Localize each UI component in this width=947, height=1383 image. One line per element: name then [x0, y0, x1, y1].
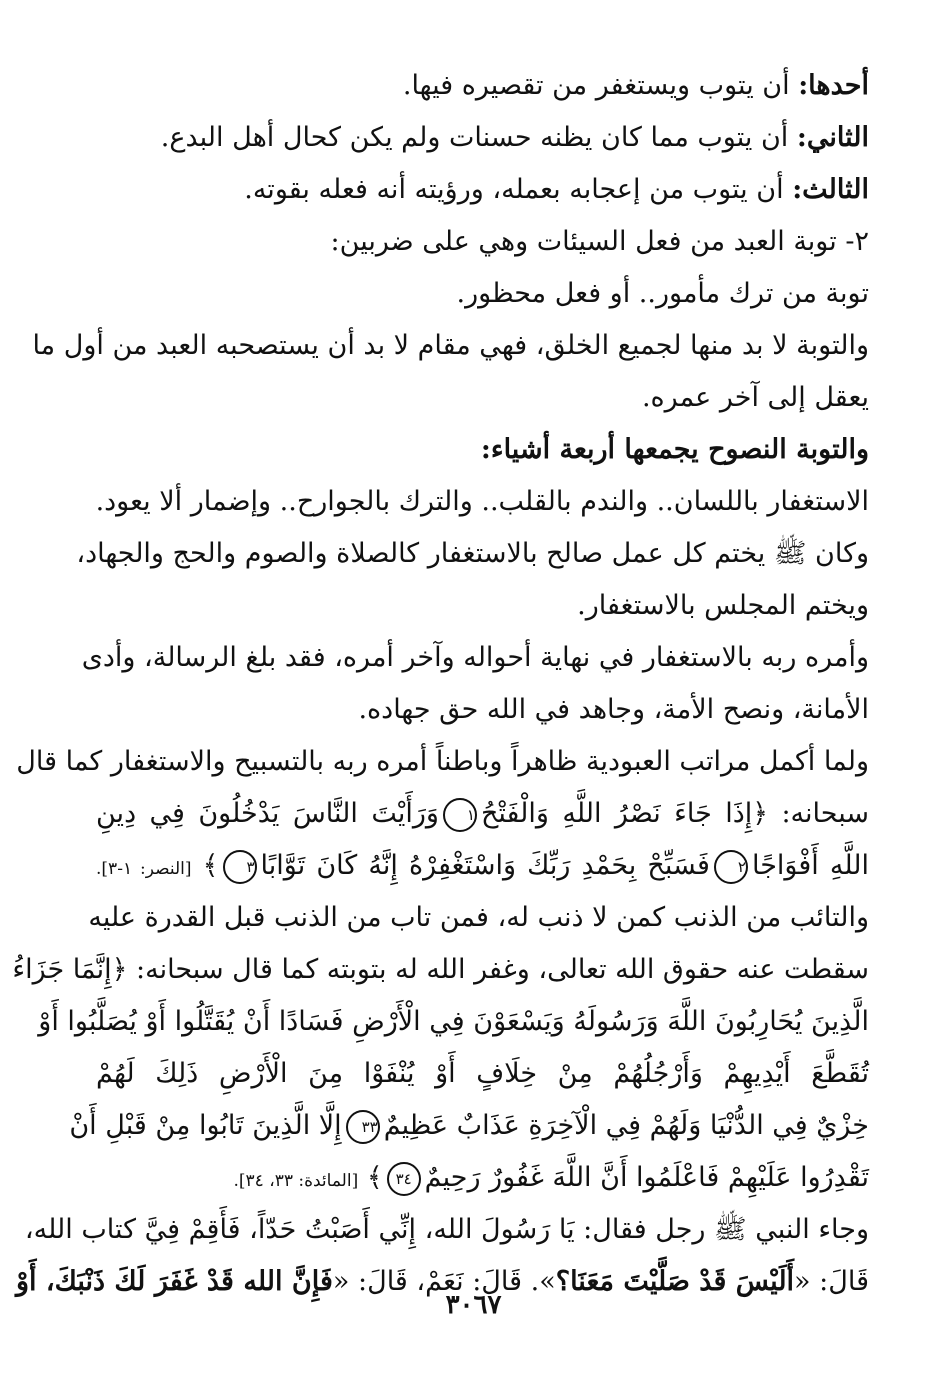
line-6: والتوبة لا بد منها لجميع الخلق، فهي مقام لا بد أن يستصحبه العبد من أول ما — [32, 330, 869, 361]
surah-reference: [المائدة: ٣٣، ٣٤]. — [233, 1171, 359, 1191]
line-22-quran: تَقْدِرُوا عَلَيْهِمْ فَاعْلَمُوا أَنَّ اللَّهَ غَفُورٌ رَحِيمٌ٣٤﴾ [المائدة: ٣٣، ٣٤]. — [96, 1152, 869, 1204]
ayah-number: ٣٣ — [346, 1110, 380, 1144]
line-14: ولما أكمل مراتب العبودية ظاهراً وباطناً أمره ربه بالتسبيح والاستغفار كما قال — [16, 746, 869, 777]
ayah-number: ٣ — [223, 850, 257, 884]
line-11: ويختم المجلس بالاستغفار. — [577, 590, 869, 621]
line-17: والتائب من الذنب كمن لا ذنب له، فمن تاب من الذنب قبل القدرة عليه — [88, 902, 869, 933]
section-heading: والتوبة النصوح يجمعها أربعة أشياء: — [480, 434, 869, 465]
line-5: توبة من ترك مأمور.. أو فعل محظور. — [456, 278, 869, 309]
line-23: وجاء النبي ﷺ رجل فقال: يَا رَسُولَ الله، إِنِّي أَصَبْتُ حَدّاً، فَأَقِمْ فِيَّ كتاب الله، — [24, 1214, 869, 1245]
line-24: قَالَ: «أَلَيْسَ قَدْ صَلَّيْتَ مَعَنَا؟». قَالَ: نَعَمْ، قَالَ: «فَإِنَّ الله قَدْ غَفَرَ لَكَ ذَنْبَكَ، أَوْ — [15, 1266, 869, 1297]
line-19-quran: الَّذِينَ يُحَارِبُونَ اللَّهَ وَرَسُولَهُ وَيَسْعَوْنَ فِي الْأَرْضِ فَسَادًا أَنْ يُقَتَّلُوا أَوْ يُصَلَّبُوا أَوْ — [38, 1006, 869, 1037]
line-9: الاستغفار باللسان.. والندم بالقلب.. والترك بالجوارح.. وإضمار ألا يعود. — [95, 486, 869, 517]
line-15-quran: سبحانه: ﴿إِذَا جَاءَ نَصْرُ اللَّهِ وَالْفَتْحُ١وَرَأَيْتَ النَّاسَ يَدْخُلُونَ فِي دِينِ — [96, 788, 869, 840]
quran-open-bracket: ﴿ — [752, 798, 769, 829]
line-1: أحدها: أن يتوب ويستغفر من تقصيره فيها. — [402, 70, 869, 101]
ayah-number: ٣٤ — [387, 1162, 421, 1196]
line-21-quran: خِزْيٌ فِي الدُّنْيَا وَلَهُمْ فِي الْآخِرَةِ عَذَابٌ عَظِيمٌ٣٣إِلَّا الَّذِينَ تَابُوا مِنْ قَبْلِ أَنْ — [96, 1100, 869, 1152]
line-20-quran: تُقَطَّعَ أَيْدِيهِمْ وَأَرْجُلُهُمْ مِنْ خِلَافٍ أَوْ يُنْفَوْا مِنَ الْأَرْضِ ذَلِكَ لَهُمْ — [96, 1058, 869, 1089]
line-12: وأمره ربه بالاستغفار في نهاية أحواله وآخر أمره، فقد بلغ الرسالة، وأدى — [81, 642, 869, 673]
ayah-number: ٢ — [714, 850, 748, 884]
line-3: الثالث: أن يتوب من إعجابه بعمله، ورؤيته أنه فعله بقوته. — [244, 174, 869, 205]
page-body — [12, 60, 870, 1308]
line-4: ٢- توبة العبد من فعل السيئات وهي على ضربين: — [330, 226, 869, 257]
ayah-number: ١ — [443, 798, 477, 832]
line-13: الأمانة، ونصح الأمة، وجاهد في الله حق جهاده. — [358, 694, 869, 725]
line-2: الثاني: أن يتوب مما كان يظنه حسنات ولم يكن كحال أهل البدع. — [160, 122, 869, 153]
surah-reference: [النصر: ١-٣]. — [96, 859, 192, 879]
quran-open-bracket: ﴿ — [111, 954, 128, 985]
quran-close-bracket: ﴾ — [202, 850, 219, 881]
line-10: وكان ﷺ يختم كل عمل صالح بالاستغفار كالصلاة والصوم والحج والجهاد، — [76, 538, 869, 569]
line-16-quran: اللَّهِ أَفْوَاجًا٢فَسَبِّحْ بِحَمْدِ رَبِّكَ وَاسْتَغْفِرْهُ إِنَّهُ كَانَ تَوَّابًا٣﴾ [النصر: ١-٣]. — [96, 840, 869, 892]
line-7: يعقل إلى آخر عمره. — [641, 382, 869, 413]
page-number: ٣٠٦٧ — [445, 1290, 502, 1320]
line-18: سقطت عنه حقوق الله تعالى، وغفر الله له بتوبته كما قال سبحانه: ﴿إِنَّمَا جَزَاءُ — [12, 954, 869, 985]
quran-close-bracket: ﴾ — [366, 1162, 383, 1193]
